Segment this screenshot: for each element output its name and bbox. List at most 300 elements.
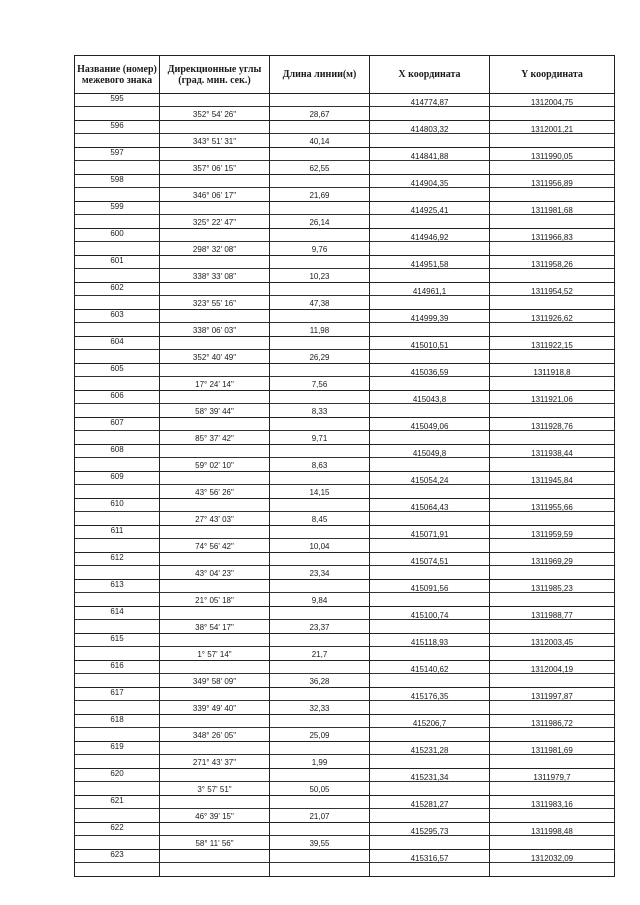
- y-cell: [490, 202, 615, 229]
- mark-cell-value: 612: [110, 553, 124, 562]
- mark-cell: [75, 202, 160, 229]
- angle-cell-value: 271° 43' 37": [192, 758, 237, 767]
- angle-cell-value: 85° 37' 42": [195, 434, 234, 443]
- y-cell: [490, 553, 615, 580]
- angle-cell-value: 3° 57' 51": [197, 785, 232, 794]
- angle-cell: [160, 472, 270, 499]
- x-cell: [370, 283, 490, 310]
- angle-cell: [160, 310, 270, 337]
- table-row: [75, 391, 615, 418]
- row-divider: [270, 808, 369, 809]
- row-divider: [75, 565, 159, 566]
- row-divider: [160, 214, 269, 215]
- length-cell-value: 8,33: [311, 407, 328, 416]
- angle-cell-value: 298° 32' 08": [192, 245, 237, 254]
- x-cell-value: 415010,51: [410, 341, 449, 350]
- row-divider: [160, 619, 269, 620]
- mark-cell-value: 597: [110, 148, 124, 157]
- y-cell: [490, 796, 615, 823]
- angle-cell: [160, 148, 270, 175]
- table-row: [75, 94, 615, 121]
- x-cell-value: 415176,35: [410, 692, 449, 701]
- table-row: [75, 607, 615, 634]
- x-cell-value: 415091,56: [410, 584, 449, 593]
- mark-cell-value: 623: [110, 850, 124, 859]
- row-divider: [160, 727, 269, 728]
- row-divider: [160, 295, 269, 296]
- angle-cell: [160, 769, 270, 796]
- angle-cell: [160, 175, 270, 202]
- y-cell: [490, 148, 615, 175]
- y-cell-value: 1311945,84: [531, 476, 573, 485]
- angle-cell: [160, 229, 270, 256]
- x-cell: [370, 337, 490, 364]
- mark-cell: [75, 769, 160, 796]
- mark-cell-value: 618: [110, 715, 124, 724]
- x-cell-value: 415049,8: [412, 449, 447, 458]
- row-divider: [270, 160, 369, 161]
- header-row: [75, 56, 615, 94]
- y-cell-value: 1311979,7: [533, 773, 571, 782]
- y-cell: [490, 769, 615, 796]
- angle-cell-value: 43° 04' 23": [195, 569, 234, 578]
- row-divider: [75, 349, 159, 350]
- x-cell-value: 414803,32: [410, 125, 449, 134]
- row-divider: [270, 403, 369, 404]
- length-cell: [270, 850, 370, 877]
- y-cell: [490, 850, 615, 877]
- mark-cell: [75, 391, 160, 418]
- header-direction-angles: Дирекционные углы (град. мин. сек.): [160, 56, 270, 94]
- row-divider: [160, 808, 269, 809]
- angle-cell: [160, 121, 270, 148]
- angle-cell-value: 21° 05' 18": [195, 596, 234, 605]
- length-cell: [270, 364, 370, 391]
- row-divider: [75, 673, 159, 674]
- angle-cell: [160, 796, 270, 823]
- y-cell: [490, 283, 615, 310]
- row-divider: [270, 592, 369, 593]
- y-cell: [490, 337, 615, 364]
- y-cell-value: 1311966,83: [531, 233, 573, 242]
- mark-cell: [75, 283, 160, 310]
- mark-cell: [75, 607, 160, 634]
- x-cell-value: 415231,34: [410, 773, 449, 782]
- length-cell-value: 23,37: [309, 623, 330, 632]
- boundary-coordinates-table: [74, 55, 615, 877]
- mark-cell: [75, 499, 160, 526]
- angle-cell: [160, 661, 270, 688]
- row-divider: [160, 754, 269, 755]
- length-cell: [270, 283, 370, 310]
- table-row: [75, 337, 615, 364]
- length-cell: [270, 472, 370, 499]
- y-cell-value: 1312001,21: [530, 125, 574, 134]
- y-cell: [490, 580, 615, 607]
- mark-cell-value: 607: [110, 418, 124, 427]
- row-divider: [75, 511, 159, 512]
- y-cell-value: 1311997,87: [531, 692, 573, 701]
- x-cell-value: 415206,7: [412, 719, 447, 728]
- angle-cell-value: 43° 56' 26": [195, 488, 234, 497]
- length-cell-value: 40,14: [309, 137, 330, 146]
- mark-cell: [75, 850, 160, 877]
- row-divider: [160, 538, 269, 539]
- row-divider: [160, 349, 269, 350]
- length-cell: [270, 337, 370, 364]
- y-cell: [490, 823, 615, 850]
- y-cell-value: 1311981,68: [531, 206, 573, 215]
- y-cell-value: 1311928,76: [531, 422, 573, 431]
- length-cell-value: 7,56: [311, 380, 328, 389]
- angle-cell-value: 349° 58' 09": [192, 677, 237, 686]
- x-cell: [370, 229, 490, 256]
- row-divider: [75, 133, 159, 134]
- mark-cell-value: 599: [110, 202, 124, 211]
- y-cell-value: 1311985,23: [531, 584, 573, 593]
- row-divider: [75, 187, 159, 188]
- row-divider: [270, 268, 369, 269]
- x-cell-value: 415043,8: [412, 395, 447, 404]
- mark-cell: [75, 445, 160, 472]
- y-cell: [490, 715, 615, 742]
- mark-cell: [75, 526, 160, 553]
- x-cell-value: 414951,58: [410, 260, 449, 269]
- angle-cell-value: 17° 24' 14": [195, 380, 234, 389]
- mark-cell: [75, 337, 160, 364]
- angle-cell: [160, 526, 270, 553]
- angle-cell: [160, 715, 270, 742]
- row-divider: [160, 592, 269, 593]
- row-divider: [160, 403, 269, 404]
- y-cell: [490, 607, 615, 634]
- x-cell-value: 415054,24: [410, 476, 449, 485]
- y-cell-value: 1312003,45: [530, 638, 574, 647]
- mark-cell: [75, 94, 160, 121]
- mark-cell-value: 611: [110, 526, 124, 535]
- length-cell-value: 21,07: [309, 812, 330, 821]
- y-cell-value: 1311955,66: [531, 503, 573, 512]
- angle-cell-value: 325° 22' 47": [192, 218, 237, 227]
- y-cell: [490, 472, 615, 499]
- length-cell-value: 1,99: [311, 758, 328, 767]
- mark-cell: [75, 661, 160, 688]
- mark-cell: [75, 418, 160, 445]
- length-cell: [270, 796, 370, 823]
- length-cell: [270, 769, 370, 796]
- row-divider: [75, 754, 159, 755]
- angle-cell-value: 59° 02' 10": [195, 461, 234, 470]
- row-divider: [75, 619, 159, 620]
- x-cell-value: 415049,06: [410, 422, 449, 431]
- mark-cell-value: 621: [110, 796, 124, 805]
- y-cell: [490, 661, 615, 688]
- row-divider: [270, 511, 369, 512]
- angle-cell: [160, 94, 270, 121]
- y-cell: [490, 310, 615, 337]
- x-cell: [370, 634, 490, 661]
- mark-cell-value: 610: [110, 499, 124, 508]
- angle-cell: [160, 553, 270, 580]
- x-cell: [370, 148, 490, 175]
- row-divider: [160, 322, 269, 323]
- table-row: [75, 418, 615, 445]
- length-cell-value: 62,55: [309, 164, 330, 173]
- x-cell: [370, 202, 490, 229]
- header-line-length: Длина линии(м): [270, 56, 370, 94]
- x-cell-value: 414999,39: [410, 314, 449, 323]
- y-cell-value: 1312004,19: [530, 665, 574, 674]
- x-cell-value: 414925,41: [410, 206, 449, 215]
- row-divider: [75, 862, 159, 863]
- y-cell-value: 1311926,62: [531, 314, 573, 323]
- row-divider: [75, 403, 159, 404]
- row-divider: [75, 295, 159, 296]
- mark-cell-value: 609: [110, 472, 124, 481]
- x-cell: [370, 121, 490, 148]
- mark-cell-value: 598: [110, 175, 124, 184]
- x-cell-value: 415295,73: [410, 827, 449, 836]
- mark-cell-value: 616: [110, 661, 124, 670]
- x-cell: [370, 661, 490, 688]
- length-cell-value: 21,7: [311, 650, 328, 659]
- row-divider: [160, 268, 269, 269]
- length-cell-value: 47,38: [309, 299, 330, 308]
- length-cell-value: 26,29: [309, 353, 330, 362]
- length-cell-value: 9,84: [311, 596, 328, 605]
- mark-cell-value: 608: [110, 445, 124, 454]
- mark-cell: [75, 121, 160, 148]
- row-divider: [160, 673, 269, 674]
- table-row: [75, 229, 615, 256]
- angle-cell: [160, 391, 270, 418]
- row-divider: [75, 106, 159, 107]
- row-divider: [160, 133, 269, 134]
- row-divider: [75, 457, 159, 458]
- row-divider: [270, 862, 369, 863]
- y-cell: [490, 688, 615, 715]
- table-row: [75, 364, 615, 391]
- angle-cell-value: 46° 39' 15": [195, 812, 234, 821]
- angle-cell-value: 352° 40' 49": [192, 353, 237, 362]
- length-cell: [270, 742, 370, 769]
- row-divider: [75, 646, 159, 647]
- x-cell: [370, 580, 490, 607]
- angle-cell-value: 339° 49' 40": [192, 704, 237, 713]
- x-cell-value: 415071,91: [410, 530, 449, 539]
- header-y-coordinate: Y координата: [490, 56, 615, 94]
- row-divider: [75, 484, 159, 485]
- angle-cell: [160, 580, 270, 607]
- length-cell-value: 28,67: [309, 110, 330, 119]
- angle-cell: [160, 364, 270, 391]
- mark-cell: [75, 553, 160, 580]
- length-cell: [270, 688, 370, 715]
- angle-cell: [160, 256, 270, 283]
- length-cell-value: 11,98: [309, 326, 330, 335]
- mark-cell-value: 614: [110, 607, 124, 616]
- row-divider: [160, 160, 269, 161]
- mark-cell-value: 613: [110, 580, 124, 589]
- x-cell: [370, 715, 490, 742]
- angle-cell-value: 323° 55' 16": [192, 299, 237, 308]
- y-cell: [490, 229, 615, 256]
- row-divider: [75, 160, 159, 161]
- table-row: [75, 742, 615, 769]
- x-cell-value: 415281,27: [410, 800, 449, 809]
- length-cell-value: 21,69: [309, 191, 330, 200]
- row-divider: [75, 727, 159, 728]
- row-divider: [270, 106, 369, 107]
- row-divider: [160, 862, 269, 863]
- row-divider: [270, 457, 369, 458]
- mark-cell: [75, 310, 160, 337]
- mark-cell-value: 600: [110, 229, 124, 238]
- x-cell: [370, 175, 490, 202]
- x-cell: [370, 256, 490, 283]
- y-cell: [490, 418, 615, 445]
- table-row: [75, 310, 615, 337]
- angle-cell: [160, 499, 270, 526]
- x-cell: [370, 526, 490, 553]
- row-divider: [160, 187, 269, 188]
- row-divider: [160, 565, 269, 566]
- x-cell: [370, 499, 490, 526]
- mark-cell: [75, 175, 160, 202]
- angle-cell-value: 348° 26' 05": [192, 731, 237, 740]
- angle-cell: [160, 202, 270, 229]
- mark-cell-value: 603: [110, 310, 124, 319]
- mark-cell: [75, 634, 160, 661]
- x-cell-value: 415316,57: [410, 854, 449, 863]
- row-divider: [270, 700, 369, 701]
- mark-cell-value: 595: [110, 94, 124, 103]
- mark-cell-value: 601: [110, 256, 124, 265]
- length-cell-value: 10,23: [309, 272, 330, 281]
- y-cell-value: 1311938,44: [531, 449, 573, 458]
- table-body: [75, 94, 615, 877]
- row-divider: [75, 430, 159, 431]
- table-row: [75, 634, 615, 661]
- mark-cell: [75, 229, 160, 256]
- table-row: [75, 526, 615, 553]
- x-cell-value: 415231,28: [410, 746, 449, 755]
- length-cell-value: 9,76: [311, 245, 328, 254]
- x-cell-value: 414774,87: [410, 98, 449, 107]
- y-cell-value: 1312032,09: [530, 854, 574, 863]
- x-cell: [370, 796, 490, 823]
- x-cell: [370, 472, 490, 499]
- row-divider: [270, 646, 369, 647]
- table-row: [75, 823, 615, 850]
- mark-cell-value: 596: [110, 121, 124, 130]
- x-cell-value: 414961,1: [412, 287, 447, 296]
- length-cell: [270, 256, 370, 283]
- table-row: [75, 283, 615, 310]
- length-cell: [270, 121, 370, 148]
- x-cell-value: 415100,74: [410, 611, 449, 620]
- y-cell: [490, 391, 615, 418]
- row-divider: [160, 106, 269, 107]
- row-divider: [160, 646, 269, 647]
- x-cell: [370, 769, 490, 796]
- x-cell: [370, 607, 490, 634]
- length-cell-value: 36,28: [309, 677, 330, 686]
- length-cell-value: 14,15: [309, 488, 330, 497]
- y-cell: [490, 94, 615, 121]
- row-divider: [75, 781, 159, 782]
- length-cell: [270, 445, 370, 472]
- x-cell-value: 415140,62: [410, 665, 449, 674]
- mark-cell-value: 602: [110, 283, 124, 292]
- length-cell-value: 32,33: [309, 704, 330, 713]
- y-cell: [490, 499, 615, 526]
- y-cell-value: 1311954,52: [531, 287, 573, 296]
- row-divider: [160, 835, 269, 836]
- length-cell: [270, 148, 370, 175]
- mark-cell-value: 604: [110, 337, 124, 346]
- x-cell: [370, 310, 490, 337]
- row-divider: [75, 700, 159, 701]
- table-row: [75, 715, 615, 742]
- y-cell-value: 1311921,06: [531, 395, 573, 404]
- length-cell: [270, 418, 370, 445]
- row-divider: [270, 565, 369, 566]
- table-row: [75, 202, 615, 229]
- mark-cell: [75, 256, 160, 283]
- length-cell: [270, 607, 370, 634]
- angle-cell: [160, 823, 270, 850]
- angle-cell-value: 357° 06' 15": [192, 164, 237, 173]
- table-row: [75, 580, 615, 607]
- row-divider: [160, 781, 269, 782]
- angle-cell-value: 74° 56' 42": [195, 542, 234, 551]
- length-cell: [270, 94, 370, 121]
- length-cell: [270, 499, 370, 526]
- angle-cell-value: 58° 11' 56": [195, 839, 234, 848]
- length-cell: [270, 310, 370, 337]
- angle-cell: [160, 418, 270, 445]
- row-divider: [270, 781, 369, 782]
- row-divider: [75, 241, 159, 242]
- row-divider: [270, 430, 369, 431]
- x-cell: [370, 418, 490, 445]
- mark-cell: [75, 148, 160, 175]
- table-row: [75, 796, 615, 823]
- y-cell-value: 1311998,48: [531, 827, 573, 836]
- angle-cell: [160, 634, 270, 661]
- length-cell: [270, 553, 370, 580]
- length-cell-value: 26,14: [309, 218, 330, 227]
- row-divider: [75, 808, 159, 809]
- length-cell: [270, 580, 370, 607]
- x-cell-value: 415064,43: [410, 503, 449, 512]
- row-divider: [75, 376, 159, 377]
- y-cell-value: 1311981,69: [531, 746, 573, 755]
- table-row: [75, 661, 615, 688]
- x-cell-value: 415118,93: [410, 638, 449, 647]
- table-row: [75, 175, 615, 202]
- table-row: [75, 850, 615, 877]
- table-row: [75, 688, 615, 715]
- row-divider: [75, 322, 159, 323]
- angle-cell: [160, 445, 270, 472]
- mark-cell: [75, 823, 160, 850]
- length-cell-value: 8,63: [311, 461, 328, 470]
- y-cell-value: 1311959,59: [531, 530, 573, 539]
- mark-cell: [75, 715, 160, 742]
- angle-cell: [160, 283, 270, 310]
